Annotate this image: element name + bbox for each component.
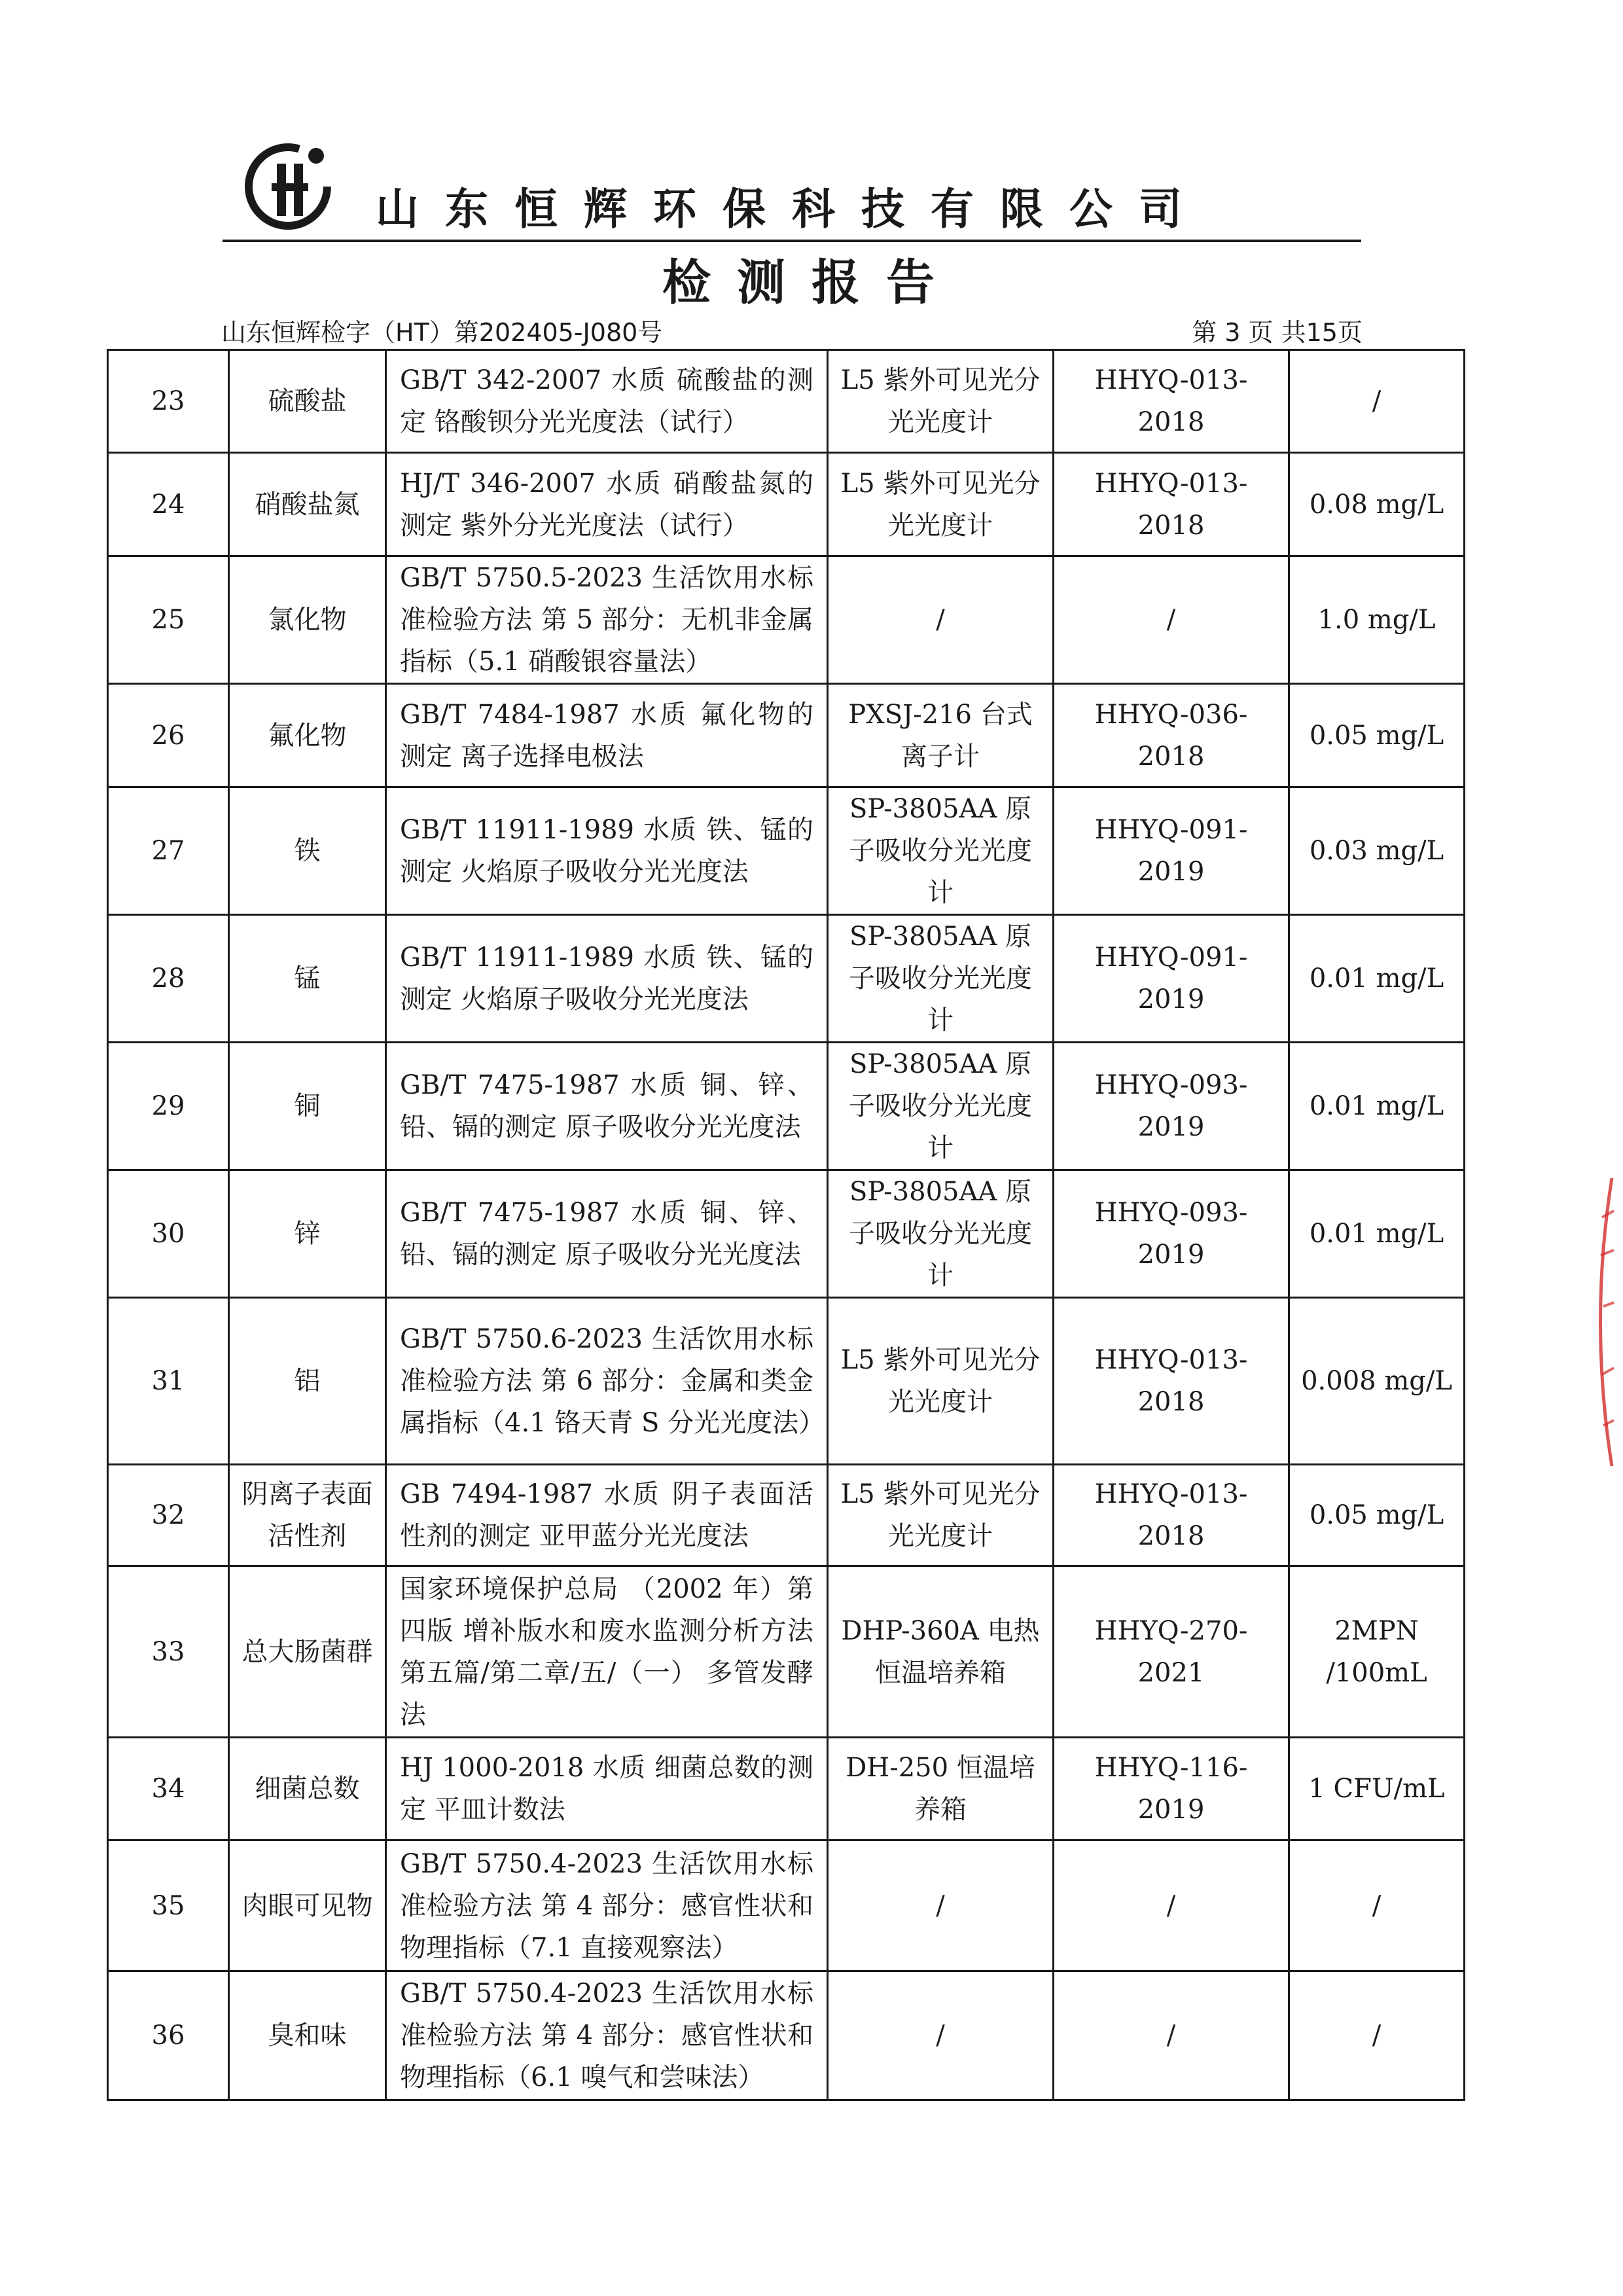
item-name: 肉眼可见物 — [229, 1840, 386, 1971]
detection-limit: / — [1289, 1840, 1465, 1971]
instrument-id: HHYQ-013-2018 — [1054, 350, 1289, 453]
item-number: 27 — [108, 787, 229, 915]
instrument-id: HHYQ-093-2019 — [1054, 1170, 1289, 1298]
item-name: 锌 — [229, 1170, 386, 1298]
instrument-name: L5 紫外可见光分光光度计 — [828, 1298, 1054, 1465]
item-name: 铁 — [229, 787, 386, 915]
item-name: 铝 — [229, 1298, 386, 1465]
item-number: 33 — [108, 1566, 229, 1738]
instrument-name: SP-3805AA 原子吸收分光光度计 — [828, 1170, 1054, 1298]
instrument-id: HHYQ-270-2021 — [1054, 1566, 1289, 1738]
instrument-id: HHYQ-091-2019 — [1054, 915, 1289, 1043]
detection-limit: 0.008 mg/L — [1289, 1298, 1465, 1465]
instrument-id: HHYQ-013-2018 — [1054, 453, 1289, 556]
item-number: 28 — [108, 915, 229, 1043]
test-method: GB/T 5750.4-2023 生活饮用水标准检验方法 第 4 部分：感官性状和物理指标（7.1 直接观察法） — [386, 1840, 828, 1971]
item-name: 铜 — [229, 1043, 386, 1170]
table-row — [108, 453, 1465, 556]
test-method: GB/T 7475-1987 水质 铜、锌、铅、镉的测定 原子吸收分光光度法 — [386, 1043, 828, 1170]
seal-stamp — [1582, 1172, 1615, 1473]
report-title: 检测报告 — [662, 255, 961, 311]
item-number: 25 — [108, 556, 229, 684]
item-name: 总大肠菌群 — [229, 1566, 386, 1738]
instrument-id: / — [1054, 1971, 1289, 2100]
instrument-name: / — [828, 1971, 1054, 2100]
item-name: 氟化物 — [229, 684, 386, 787]
detection-limit: 0.03 mg/L — [1289, 787, 1465, 915]
table-row — [108, 1840, 1465, 1971]
item-name: 阴离子表面活性剂 — [229, 1465, 386, 1566]
item-number: 23 — [108, 350, 229, 453]
table-row — [108, 1971, 1465, 2100]
item-name: 氯化物 — [229, 556, 386, 684]
detection-limit: / — [1289, 350, 1465, 453]
detection-limit: 0.01 mg/L — [1289, 915, 1465, 1043]
detection-limit: 0.01 mg/L — [1289, 1170, 1465, 1298]
test-method: GB/T 7484-1987 水质 氟化物的测定 离子选择电极法 — [386, 684, 828, 787]
test-method: HJ 1000-2018 水质 细菌总数的测定 平皿计数法 — [386, 1738, 828, 1840]
item-number: 32 — [108, 1465, 229, 1566]
instrument-id: / — [1054, 1840, 1289, 1971]
table-row — [108, 1298, 1465, 1465]
item-number: 35 — [108, 1840, 229, 1971]
instrument-id: HHYQ-093-2019 — [1054, 1043, 1289, 1170]
instrument-name: SP-3805AA 原子吸收分光光度计 — [828, 1043, 1054, 1170]
instrument-name: L5 紫外可见光分光光度计 — [828, 453, 1054, 556]
item-number: 31 — [108, 1298, 229, 1465]
instrument-id: / — [1054, 556, 1289, 684]
item-name: 硫酸盐 — [229, 350, 386, 453]
page-indicator: 第 3 页 共15页 — [1192, 318, 1363, 347]
table-row — [108, 1566, 1465, 1738]
detection-limit: / — [1289, 1971, 1465, 2100]
item-number: 26 — [108, 684, 229, 787]
instrument-name: / — [828, 1840, 1054, 1971]
instrument-id: HHYQ-036-2018 — [1054, 684, 1289, 787]
table-row — [108, 915, 1465, 1043]
instrument-name: L5 紫外可见光分光光度计 — [828, 350, 1054, 453]
instrument-name: DH-250 恒温培养箱 — [828, 1738, 1054, 1840]
table-row — [108, 556, 1465, 684]
instrument-name: SP-3805AA 原子吸收分光光度计 — [828, 915, 1054, 1043]
instrument-name: / — [828, 556, 1054, 684]
detection-limit: 0.05 mg/L — [1289, 684, 1465, 787]
table-row — [108, 350, 1465, 453]
item-number: 29 — [108, 1043, 229, 1170]
item-name: 硝酸盐氮 — [229, 453, 386, 556]
item-name: 细菌总数 — [229, 1738, 386, 1840]
detection-limit: 1.0 mg/L — [1289, 556, 1465, 684]
test-items-table — [107, 349, 1465, 2101]
detection-limit: 1 CFU/mL — [1289, 1738, 1465, 1840]
table-row — [108, 787, 1465, 915]
table-row — [108, 684, 1465, 787]
detection-limit: 0.08 mg/L — [1289, 453, 1465, 556]
document-number: 山东恒辉检字（HT）第202405-J080号 — [221, 318, 663, 347]
instrument-id: HHYQ-091-2019 — [1054, 787, 1289, 915]
item-number: 30 — [108, 1170, 229, 1298]
instrument-name: L5 紫外可见光分光光度计 — [828, 1465, 1054, 1566]
test-method: GB/T 11911-1989 水质 铁、锰的测定 火焰原子吸收分光光度法 — [386, 915, 828, 1043]
detection-limit: 0.05 mg/L — [1289, 1465, 1465, 1566]
item-name: 锰 — [229, 915, 386, 1043]
table-row — [108, 1465, 1465, 1566]
test-method: HJ/T 346-2007 水质 硝酸盐氮的测定 紫外分光光度法（试行） — [386, 453, 828, 556]
test-method: GB/T 5750.5-2023 生活饮用水标准检验方法 第 5 部分：无机非金属指标（5.1 硝酸银容量法） — [386, 556, 828, 684]
company-name: 山东恒辉环保科技有限公司 — [376, 184, 1208, 234]
test-method: GB/T 7475-1987 水质 铜、锌、铅、镉的测定 原子吸收分光光度法 — [386, 1170, 828, 1298]
instrument-name: PXSJ-216 台式离子计 — [828, 684, 1054, 787]
table-row — [108, 1738, 1465, 1840]
item-name: 臭和味 — [229, 1971, 386, 2100]
header-rule — [223, 240, 1361, 242]
test-method: GB/T 11911-1989 水质 铁、锰的测定 火焰原子吸收分光光度法 — [386, 787, 828, 915]
instrument-name: SP-3805AA 原子吸收分光光度计 — [828, 787, 1054, 915]
instrument-id: HHYQ-013-2018 — [1054, 1298, 1289, 1465]
item-number: 36 — [108, 1971, 229, 2100]
item-number: 24 — [108, 453, 229, 556]
table-row — [108, 1170, 1465, 1298]
test-method: GB/T 5750.6-2023 生活饮用水标准检验方法 第 6 部分：金属和类金属指标（4.1 铬天青 S 分光光度法） — [386, 1298, 828, 1465]
table-row — [108, 1043, 1465, 1170]
instrument-id: HHYQ-116-2019 — [1054, 1738, 1289, 1840]
instrument-id: HHYQ-013-2018 — [1054, 1465, 1289, 1566]
item-number: 34 — [108, 1738, 229, 1840]
test-method: 国家环境保护总局 （2002 年）第四版 增补版水和废水监测分析方法 第五篇/第二章/五/（一） 多管发酵法 — [386, 1566, 828, 1738]
instrument-name: DHP-360A 电热恒温培养箱 — [828, 1566, 1054, 1738]
detection-limit: 0.01 mg/L — [1289, 1043, 1465, 1170]
test-method: GB 7494-1987 水质 阴子表面活性剂的测定 亚甲蓝分光光度法 — [386, 1465, 828, 1566]
detection-limit: 2MPN /100mL — [1289, 1566, 1465, 1738]
test-method: GB/T 342-2007 水质 硫酸盐的测定 铬酸钡分光光度法（试行） — [386, 350, 828, 453]
test-method: GB/T 5750.4-2023 生活饮用水标准检验方法 第 4 部分：感官性状和物理指标（6.1 嗅气和尝味法） — [386, 1971, 828, 2100]
